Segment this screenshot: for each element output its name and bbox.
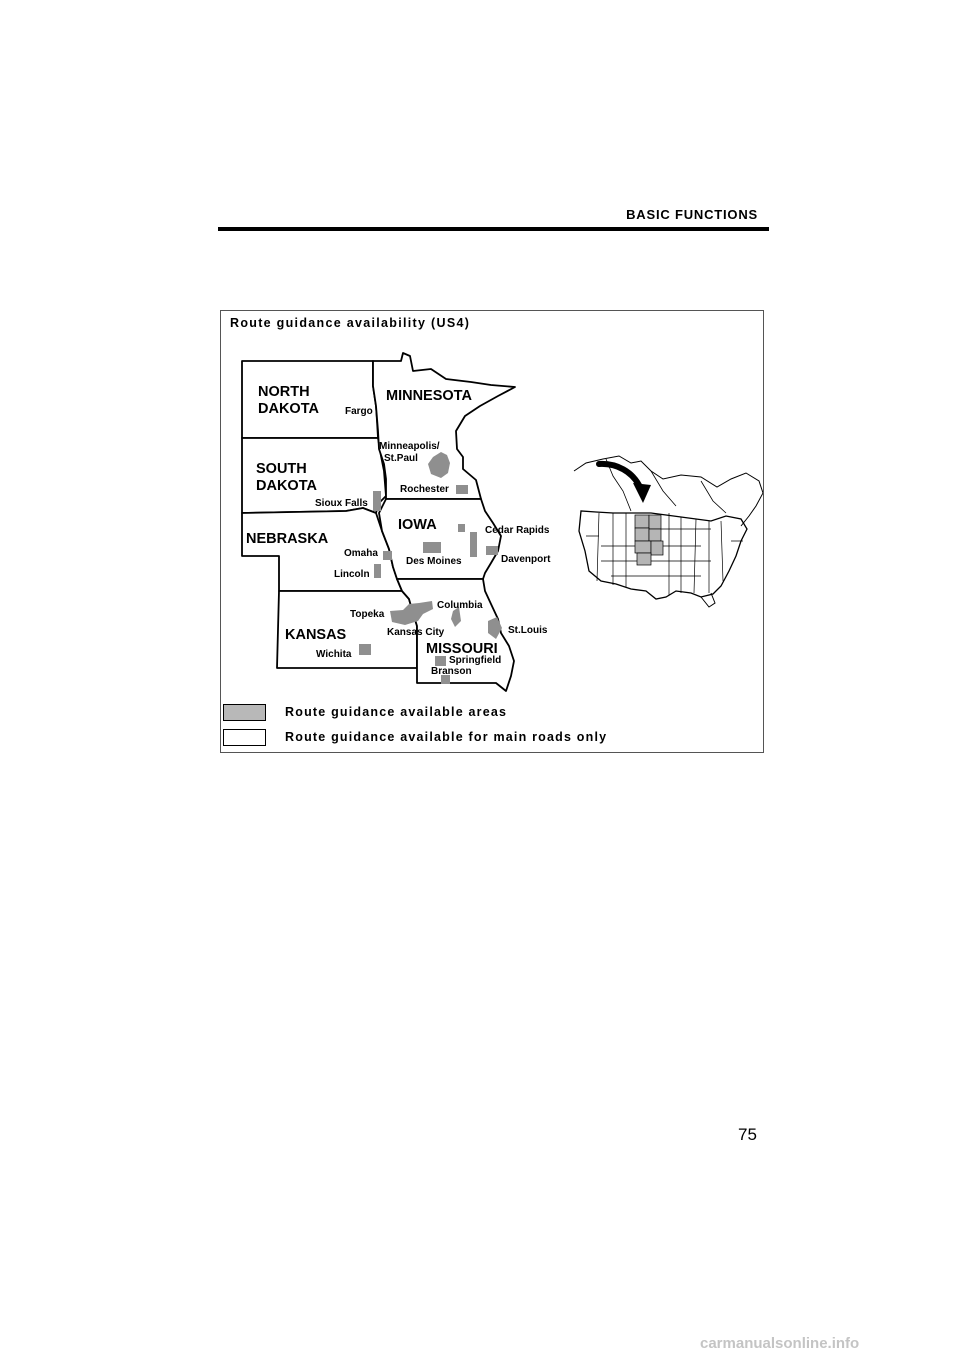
arrow-head [633,483,651,503]
legend-label-available: Route guidance available areas [285,705,508,719]
wichita-area [359,644,371,655]
sioux-falls-label: Sioux Falls [315,498,368,509]
des-moines-area [423,542,441,553]
rochester-area [456,485,468,494]
inset-north-america-map [574,456,763,607]
omaha-area [383,551,392,560]
watermark: carmanualsonline.info [700,1335,860,1352]
omaha-label: Omaha [344,548,378,559]
figure-title: Route guidance availability (US4) [230,316,471,330]
wichita-label: Wichita [316,649,352,660]
page-number: 75 [738,1125,757,1144]
north-dakota-label-2: DAKOTA [258,401,319,417]
cedar-rapids-area [458,524,465,532]
nebraska-state [242,508,402,591]
section-title: BASIC FUNCTIONS [626,207,758,222]
missouri-label: MISSOURI [426,641,498,657]
legend-swatch-white [223,729,266,746]
columbia-label: Columbia [437,600,483,611]
davenport-area [486,546,498,555]
kansas-label: KANSAS [285,627,347,643]
topeka-label: Topeka [350,609,385,620]
cedar-rapids-label: Cedar Rapids [485,525,550,536]
lincoln-label: Lincoln [334,569,370,580]
st-louis-label: St.Louis [508,625,548,636]
south-dakota-label-2: DAKOTA [256,478,317,494]
header-rule [218,227,769,231]
north-dakota-label: NORTH [258,384,310,400]
inset-highlighted-states [635,515,663,565]
iowa-label: IOWA [398,517,437,533]
kansas-city-label: Kansas City [387,627,445,638]
minneapolis-label: Minneapolis/ [379,441,440,452]
region-map [221,311,763,752]
lincoln-area [374,564,381,578]
springfield-area [435,656,446,666]
cedar-rapids-corridor [470,532,477,557]
south-dakota-label: SOUTH [256,461,307,477]
route-guidance-figure [220,310,764,753]
minneapolis-label-2: St.Paul [384,453,418,464]
fargo-label: Fargo [345,406,373,417]
minnesota-label: MINNESOTA [386,388,472,404]
springfield-label: Springfield [449,655,502,666]
sioux-falls-area [373,491,381,511]
branson-label: Branson [431,666,472,677]
des-moines-label: Des Moines [406,556,462,567]
legend-swatch-gray [223,704,266,721]
minnesota-state [373,353,515,499]
nebraska-label: NEBRASKA [246,531,329,547]
legend-label-main-roads: Route guidance available for main roads only [285,730,608,744]
davenport-label: Davenport [501,554,551,565]
rochester-label: Rochester [400,484,449,495]
iowa-state [379,499,501,579]
